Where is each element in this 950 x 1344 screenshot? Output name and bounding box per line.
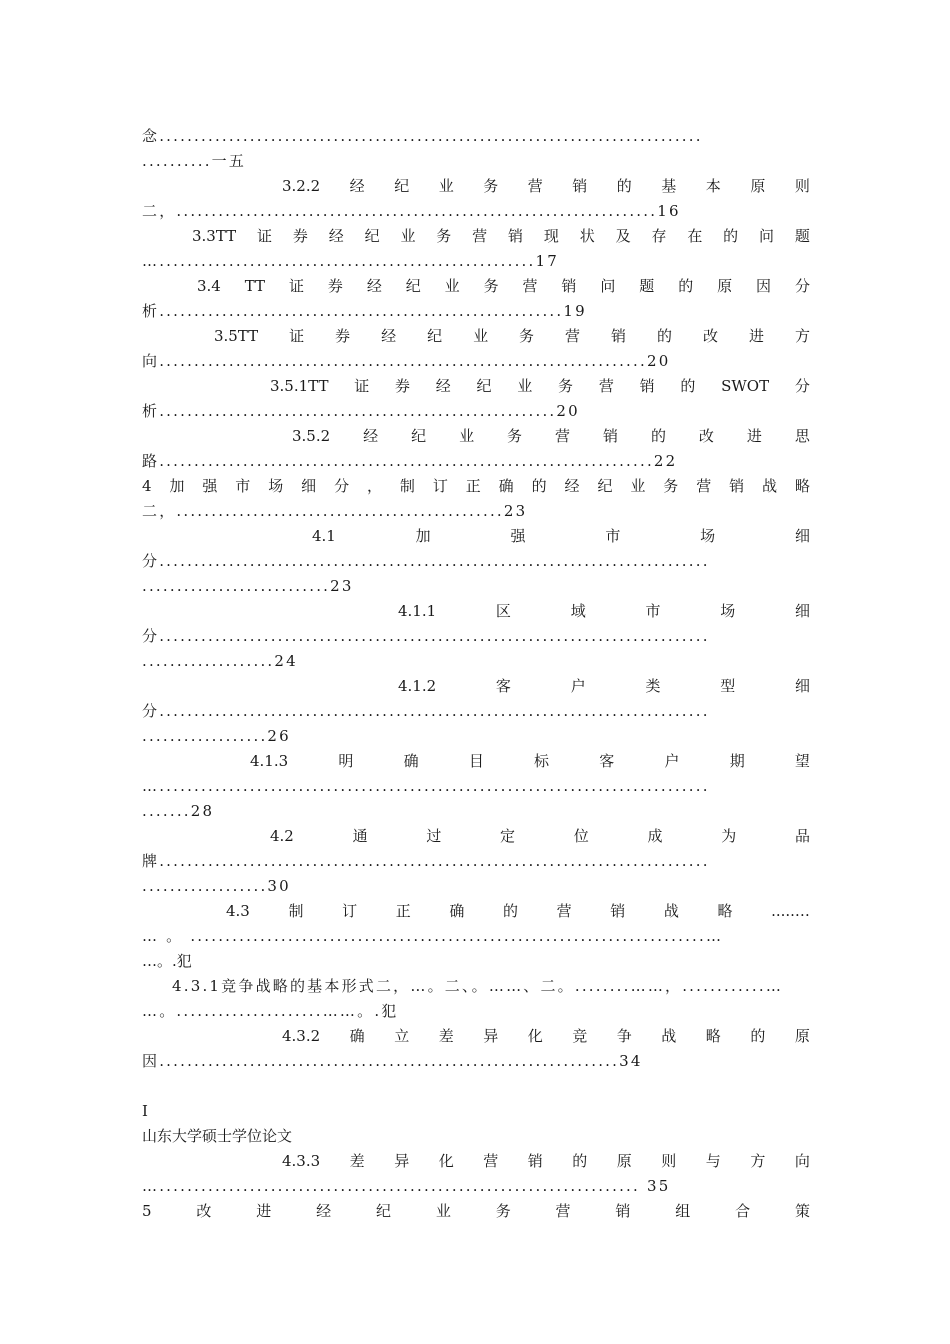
toc-token: 营 <box>565 327 581 345</box>
toc-token: 确 <box>449 902 465 920</box>
toc-token: 业 <box>400 227 416 245</box>
toc-token: 确 <box>403 752 419 770</box>
toc-token: 的 <box>502 902 518 920</box>
toc-token: 方 <box>750 1152 766 1170</box>
toc-line: ...........................23 <box>142 577 354 595</box>
toc-token: 立 <box>394 1027 410 1045</box>
toc-token: 进 <box>746 427 762 445</box>
toc-line: 析.........................................................20 <box>142 402 580 420</box>
toc-token: 则 <box>794 177 810 195</box>
toc-token: 订 <box>432 477 448 495</box>
toc-token: 原 <box>616 1152 632 1170</box>
toc-token: 证 <box>289 327 305 345</box>
toc-token: 分 <box>794 277 810 295</box>
toc-token: 区 <box>495 602 511 620</box>
toc-token: 销 <box>615 1202 631 1220</box>
toc-token: 经 <box>366 277 382 295</box>
toc-token: 3.3TT <box>192 227 237 245</box>
toc-token: 经 <box>363 427 379 445</box>
toc-token: 的 <box>531 477 547 495</box>
toc-token: 差 <box>438 1027 454 1045</box>
toc-token: 4.2 <box>270 827 294 845</box>
toc-token: 与 <box>705 1152 721 1170</box>
toc-token: 品 <box>794 827 810 845</box>
toc-token: 业 <box>438 177 454 195</box>
toc-token: 战 <box>661 1027 677 1045</box>
toc-token: 的 <box>680 377 696 395</box>
toc-line: 二，...............................................23 <box>142 502 528 520</box>
toc-token: 争 <box>616 1027 632 1045</box>
toc-line: 二，.....................................................................16 <box>142 202 681 220</box>
toc-token: 基 <box>661 177 677 195</box>
toc-line: …............................................................................... <box>142 777 710 795</box>
toc-token: 标 <box>534 752 550 770</box>
toc-token: 户 <box>570 677 586 695</box>
toc-token: 异 <box>394 1152 410 1170</box>
toc-token: 销 <box>572 177 588 195</box>
toc-token: 化 <box>438 1152 454 1170</box>
toc-line <box>398 600 810 622</box>
toc-token: 目 <box>468 752 484 770</box>
toc-token: 确 <box>349 1027 365 1045</box>
toc-token: 制 <box>399 477 415 495</box>
toc-token: 细 <box>794 602 810 620</box>
toc-line: …......................................................17 <box>142 252 559 270</box>
toc-token: 销 <box>610 902 626 920</box>
toc-token: 改 <box>702 327 718 345</box>
toc-token: 型 <box>720 677 736 695</box>
toc-token: 类 <box>645 677 661 695</box>
toc-token: 券 <box>335 327 351 345</box>
toc-token: 望 <box>794 752 810 770</box>
toc-token: 分 <box>794 377 810 395</box>
toc-token: 营 <box>696 477 712 495</box>
toc-token: 题 <box>794 227 810 245</box>
toc-token: 期 <box>729 752 745 770</box>
toc-token: 5 <box>142 1202 152 1220</box>
toc-token: 营 <box>555 1202 571 1220</box>
toc-token: 存 <box>651 227 667 245</box>
toc-token: 务 <box>663 477 679 495</box>
toc-token: TT <box>244 277 266 295</box>
toc-line <box>142 475 810 497</box>
toc-token: 通 <box>352 827 368 845</box>
toc-token: 券 <box>327 277 343 295</box>
toc-token: 市 <box>605 527 621 545</box>
toc-token: 进 <box>256 1202 272 1220</box>
toc-token: 明 <box>338 752 354 770</box>
toc-token: 略 <box>717 902 733 920</box>
toc-line: .......28 <box>142 802 215 820</box>
toc-line <box>282 1025 810 1047</box>
toc-token: 纪 <box>394 177 410 195</box>
toc-token: 的 <box>650 427 666 445</box>
toc-token: 销 <box>602 427 618 445</box>
toc-token: 成 <box>647 827 663 845</box>
toc-token: 为 <box>721 827 737 845</box>
toc-token: 市 <box>235 477 251 495</box>
toc-token: 战 <box>663 902 679 920</box>
toc-token: 业 <box>630 477 646 495</box>
toc-token: 策 <box>794 1202 810 1220</box>
toc-token: 销 <box>527 1152 543 1170</box>
toc-token: 改 <box>698 427 714 445</box>
toc-line <box>312 525 810 547</box>
toc-token: 营 <box>527 177 543 195</box>
toc-token: 业 <box>517 377 533 395</box>
toc-token: 加 <box>415 527 431 545</box>
toc-token: 的 <box>616 177 632 195</box>
toc-line <box>192 225 810 247</box>
toc-token: 营 <box>522 277 538 295</box>
toc-token: 异 <box>483 1027 499 1045</box>
toc-token: 的 <box>657 327 673 345</box>
toc-token: 务 <box>558 377 574 395</box>
toc-token: 域 <box>570 602 586 620</box>
toc-line <box>398 675 810 697</box>
toc-token: 场 <box>720 602 736 620</box>
toc-token: 纪 <box>597 477 613 495</box>
toc-token: 现 <box>543 227 559 245</box>
toc-token: 销 <box>508 227 524 245</box>
toc-line <box>270 375 810 397</box>
toc-token: 经 <box>435 377 451 395</box>
toc-token: 3.4 <box>197 277 221 295</box>
toc-line: I <box>142 1102 148 1120</box>
toc-line: ..........一五 <box>142 152 247 170</box>
toc-token: 思 <box>794 427 810 445</box>
toc-token: 4.1.3 <box>250 752 289 770</box>
toc-token: 问 <box>759 227 775 245</box>
toc-line: 4.3.1竞争战略的基本形式二，…。二、。……、二。........……，............… <box>172 977 784 995</box>
toc-token: 务 <box>507 427 523 445</box>
toc-token: 略 <box>794 477 810 495</box>
toc-token: 位 <box>573 827 589 845</box>
toc-token: 3.5.2 <box>292 427 331 445</box>
toc-token: 原 <box>794 1027 810 1045</box>
toc-token: 证 <box>354 377 370 395</box>
toc-line: 向......................................................................20 <box>142 352 671 370</box>
toc-line: 因..................................................................34 <box>142 1052 643 1070</box>
toc-token: 分 <box>334 477 350 495</box>
toc-token: 业 <box>435 1202 451 1220</box>
toc-line: ...................24 <box>142 652 298 670</box>
toc-line: …。.犯 <box>142 952 192 970</box>
toc-token: 原 <box>750 177 766 195</box>
toc-token: 营 <box>472 227 488 245</box>
toc-token: 正 <box>465 477 481 495</box>
toc-token: 场 <box>700 527 716 545</box>
toc-token: 营 <box>483 1152 499 1170</box>
toc-token: 的 <box>723 227 739 245</box>
toc-token: 务 <box>483 177 499 195</box>
toc-token: ， <box>366 477 382 495</box>
toc-token: 3.2.2 <box>282 177 321 195</box>
toc-line <box>270 825 810 847</box>
toc-token: 纪 <box>427 327 443 345</box>
toc-line <box>226 900 810 922</box>
toc-token: 3.5TT <box>214 327 259 345</box>
toc-line: 分............................................................................... <box>142 702 710 720</box>
toc-token: 市 <box>645 602 661 620</box>
toc-token: 强 <box>510 527 526 545</box>
toc-token: 3.5.1TT <box>270 377 329 395</box>
toc-token: 加 <box>169 477 185 495</box>
toc-token: 券 <box>292 227 308 245</box>
toc-token: 则 <box>661 1152 677 1170</box>
toc-token: 订 <box>342 902 358 920</box>
toc-line: 分............................................................................... <box>142 627 710 645</box>
toc-token: 定 <box>500 827 516 845</box>
toc-token: 营 <box>598 377 614 395</box>
toc-token: 营 <box>555 427 571 445</box>
toc-token: 确 <box>498 477 514 495</box>
toc-token: 纪 <box>411 427 427 445</box>
toc-token: 战 <box>762 477 778 495</box>
toc-line: 牌............................................................................... <box>142 852 710 870</box>
toc-token: 方 <box>794 327 810 345</box>
toc-token: 4.3.2 <box>282 1027 321 1045</box>
toc-line: … 。 ..........................................................................… <box>142 927 724 945</box>
toc-token: 经 <box>316 1202 332 1220</box>
toc-token: 务 <box>436 227 452 245</box>
toc-line: …。.....................……。.犯 <box>142 1002 399 1020</box>
toc-token: 略 <box>705 1027 721 1045</box>
toc-token: 务 <box>519 327 535 345</box>
toc-token: 状 <box>579 227 595 245</box>
toc-token: 经 <box>381 327 397 345</box>
toc-token: 问 <box>600 277 616 295</box>
toc-token: 纪 <box>405 277 421 295</box>
toc-token: 纪 <box>476 377 492 395</box>
toc-token: 进 <box>748 327 764 345</box>
toc-line: 念.............................................................................. <box>142 127 703 145</box>
toc-token: 合 <box>735 1202 751 1220</box>
toc-token: 正 <box>395 902 411 920</box>
toc-token: 营 <box>556 902 572 920</box>
toc-line: 分............................................................................... <box>142 552 710 570</box>
toc-token: 4.3 <box>226 902 250 920</box>
toc-token: 4.1.2 <box>398 677 437 695</box>
toc-token: 户 <box>664 752 680 770</box>
toc-token: 销 <box>611 327 627 345</box>
toc-line <box>250 750 810 772</box>
toc-token: 题 <box>639 277 655 295</box>
toc-token: 4.1.1 <box>398 602 437 620</box>
toc-token: 制 <box>288 902 304 920</box>
toc-token: 过 <box>426 827 442 845</box>
toc-token: 的 <box>678 277 694 295</box>
toc-line: 路.......................................................................22 <box>142 452 678 470</box>
toc-token: 证 <box>288 277 304 295</box>
toc-line: …..................................................................... 35 <box>142 1177 671 1195</box>
toc-token: 经 <box>564 477 580 495</box>
toc-token: 销 <box>561 277 577 295</box>
toc-token: 差 <box>349 1152 365 1170</box>
toc-token: 向 <box>794 1152 810 1170</box>
toc-token: 本 <box>705 177 721 195</box>
toc-line: ..................30 <box>142 877 291 895</box>
toc-token: 销 <box>639 377 655 395</box>
toc-token: SWOT <box>721 377 770 395</box>
toc-token: 及 <box>615 227 631 245</box>
toc-token: 组 <box>675 1202 691 1220</box>
toc-token: 化 <box>527 1027 543 1045</box>
toc-token: 纪 <box>375 1202 391 1220</box>
toc-token: 细 <box>301 477 317 495</box>
toc-line: 山东大学硕士学位论文 <box>142 1127 293 1145</box>
toc-token: 细 <box>794 527 810 545</box>
toc-token: .....… <box>771 902 810 920</box>
toc-token: 业 <box>444 277 460 295</box>
toc-token: 因 <box>756 277 772 295</box>
toc-token: 经 <box>349 177 365 195</box>
toc-line: 析..........................................................19 <box>142 302 587 320</box>
toc-token: 4.3.3 <box>282 1152 321 1170</box>
toc-token: 在 <box>687 227 703 245</box>
toc-token: 客 <box>599 752 615 770</box>
toc-token: 证 <box>257 227 273 245</box>
toc-token: 销 <box>729 477 745 495</box>
toc-token: 的 <box>750 1027 766 1045</box>
toc-token: 业 <box>459 427 475 445</box>
toc-token: 原 <box>717 277 733 295</box>
toc-line <box>282 175 810 197</box>
toc-line <box>282 1150 810 1172</box>
toc-token: 经 <box>328 227 344 245</box>
toc-token: 业 <box>473 327 489 345</box>
toc-token: 纪 <box>364 227 380 245</box>
toc-line: ..................26 <box>142 727 291 745</box>
toc-token: 细 <box>794 677 810 695</box>
toc-token: 场 <box>268 477 284 495</box>
toc-line <box>197 275 810 297</box>
toc-token: 4 <box>142 477 152 495</box>
toc-token: 的 <box>572 1152 588 1170</box>
toc-token: 强 <box>202 477 218 495</box>
toc-line <box>142 1200 810 1222</box>
toc-line <box>214 325 810 347</box>
toc-line <box>292 425 810 447</box>
toc-token: 客 <box>495 677 511 695</box>
toc-token: 竞 <box>572 1027 588 1045</box>
toc-token: 务 <box>495 1202 511 1220</box>
toc-token: 务 <box>483 277 499 295</box>
toc-token: 4.1 <box>312 527 336 545</box>
toc-token: 改 <box>196 1202 212 1220</box>
toc-token: 券 <box>394 377 410 395</box>
